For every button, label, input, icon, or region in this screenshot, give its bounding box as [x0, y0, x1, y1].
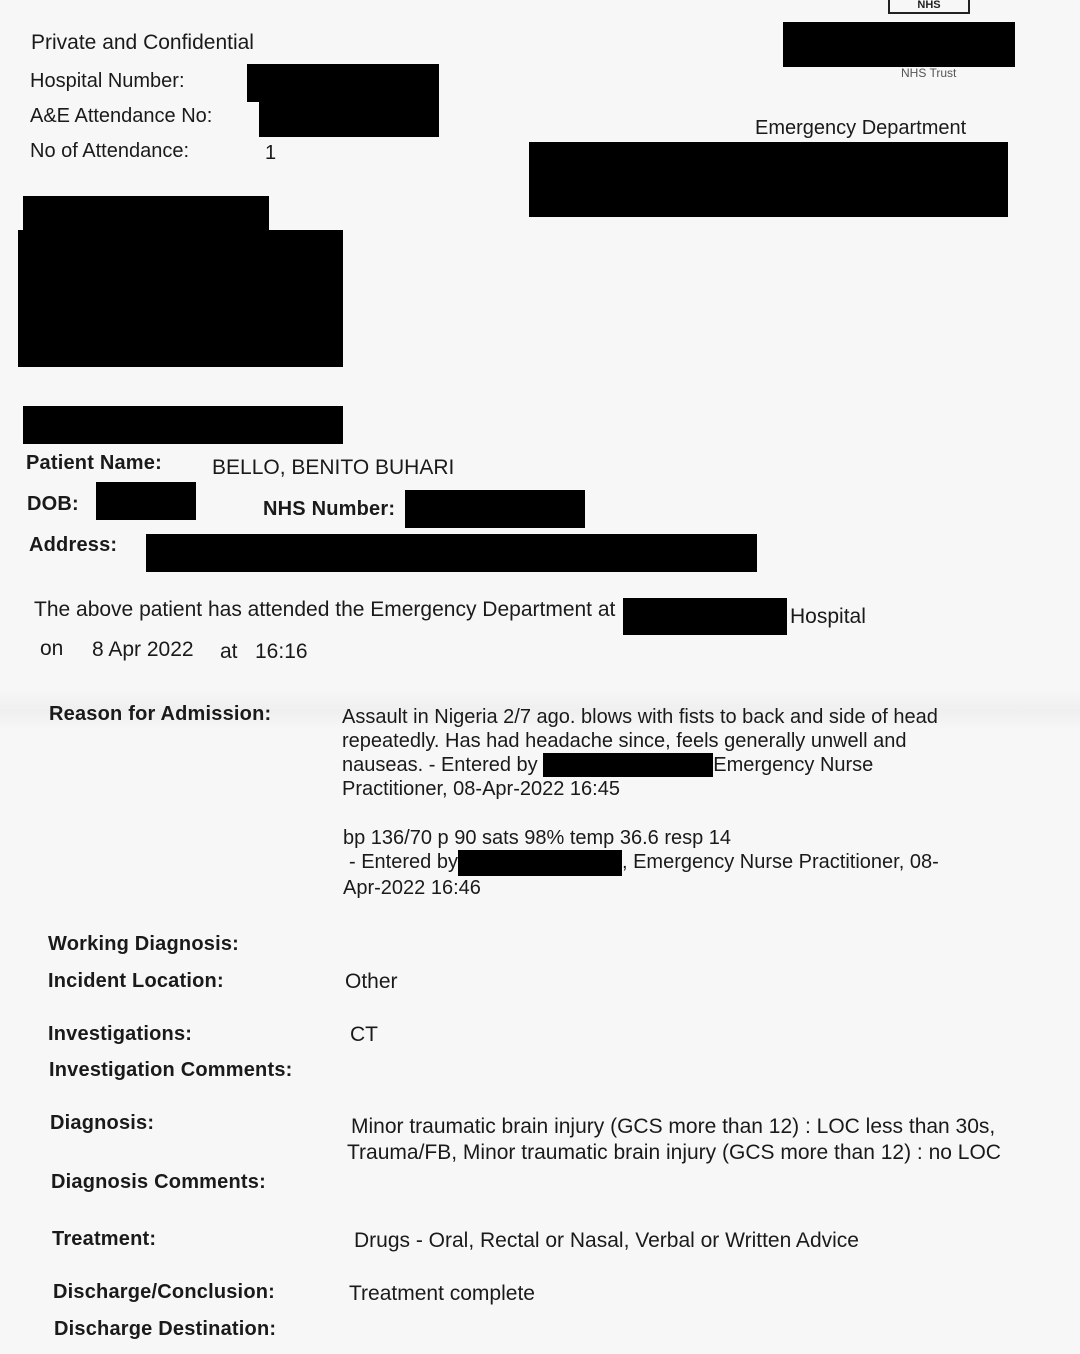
reason-text [342, 705, 938, 801]
on-label: on [40, 637, 64, 660]
dob-label: DOB: [27, 493, 79, 515]
diagnosis-comments-label: Diagnosis Comments: [51, 1171, 266, 1193]
nhs-trust-label: NHS Trust [901, 66, 957, 80]
reason-line: Practitioner, 08-Apr-2022 16:45 [342, 778, 620, 800]
investigation-comments-label: Investigation Comments: [49, 1059, 293, 1081]
redacted-reference [23, 406, 343, 444]
nhs-logo: NHS [888, 0, 970, 14]
no-of-attendance-value: 1 [265, 142, 277, 164]
attendance-no-label: A&E Attendance No: [30, 105, 213, 127]
attendance-time: 16:16 [255, 640, 308, 663]
diagnosis-line-1: Minor traumatic brain injury (GCS more than 12) : LOC less than 30s, [351, 1115, 996, 1138]
reason-line [342, 753, 938, 777]
attendance-text: The above patient has attended the Emergency Department at [34, 598, 616, 621]
no-of-attendance-label: No of Attendance: [30, 140, 190, 162]
nhs-number-label: NHS Number: [263, 498, 396, 520]
reason-line-part: nauseas. - Entered by [342, 754, 538, 776]
investigations-value: CT [350, 1023, 378, 1046]
diagnosis-label: Diagnosis: [50, 1112, 155, 1134]
redacted-hospital-address [529, 142, 1008, 217]
patient-name-label: Patient Name: [26, 452, 162, 474]
discharge-value: Treatment complete [349, 1282, 535, 1305]
incident-location-label: Incident Location: [48, 970, 224, 992]
redacted-attendance-no [259, 100, 439, 137]
redacted-address [146, 534, 757, 572]
discharge-label: Discharge/Conclusion: [53, 1281, 276, 1303]
reason-line: repeatedly. Has had headache since, feels generally unwell and [342, 730, 907, 752]
observations-line: Apr-2022 16:46 [343, 877, 481, 899]
redacted-nhs-number [405, 490, 585, 528]
treatment-value: Drugs - Oral, Rectal or Nasal, Verbal or Written Advice [354, 1229, 859, 1252]
observations-line: bp 136/70 p 90 sats 98% temp 36.6 resp 14 [343, 827, 732, 849]
redacted-nurse-name [543, 753, 713, 777]
discharge-destination-label: Discharge Destination: [54, 1318, 277, 1340]
redacted-dob [96, 482, 196, 520]
diagnosis-line-2: Trauma/FB, Minor traumatic brain injury (GCS more than 12) : no LOC [347, 1141, 1001, 1164]
observations-text [343, 826, 939, 900]
patient-name-value: BELLO, BENITO BUHARI [212, 456, 455, 479]
reason-line: Assault in Nigeria 2/7 ago. blows with fists to back and side of head [342, 706, 938, 728]
reason-label: Reason for Admission: [49, 703, 272, 725]
redacted-nurse-name-2 [458, 850, 622, 876]
redacted-hospital-number [247, 64, 439, 102]
incident-location-value: Other [345, 970, 398, 993]
address-label: Address: [29, 534, 118, 556]
entered-by-part: , Emergency Nurse Practitioner, 08- [621, 851, 939, 873]
investigations-label: Investigations: [48, 1023, 193, 1045]
attendance-hospital-suffix: Hospital [790, 605, 866, 628]
redacted-trust-name [783, 22, 1015, 67]
attendance-date: 8 Apr 2022 [92, 638, 194, 661]
redacted-recipient-address [18, 230, 343, 367]
redacted-hospital-name [623, 598, 787, 635]
entered-by-part: - Entered by [349, 851, 458, 873]
treatment-label: Treatment: [52, 1228, 157, 1250]
at-label: at [220, 640, 238, 663]
reason-line-part: Emergency Nurse [713, 754, 874, 776]
hospital-number-label: Hospital Number: [30, 70, 185, 92]
observations-line [343, 850, 939, 876]
working-diagnosis-label: Working Diagnosis: [48, 933, 240, 955]
department-heading: Emergency Department [755, 117, 967, 139]
confidential-heading: Private and Confidential [31, 31, 254, 54]
